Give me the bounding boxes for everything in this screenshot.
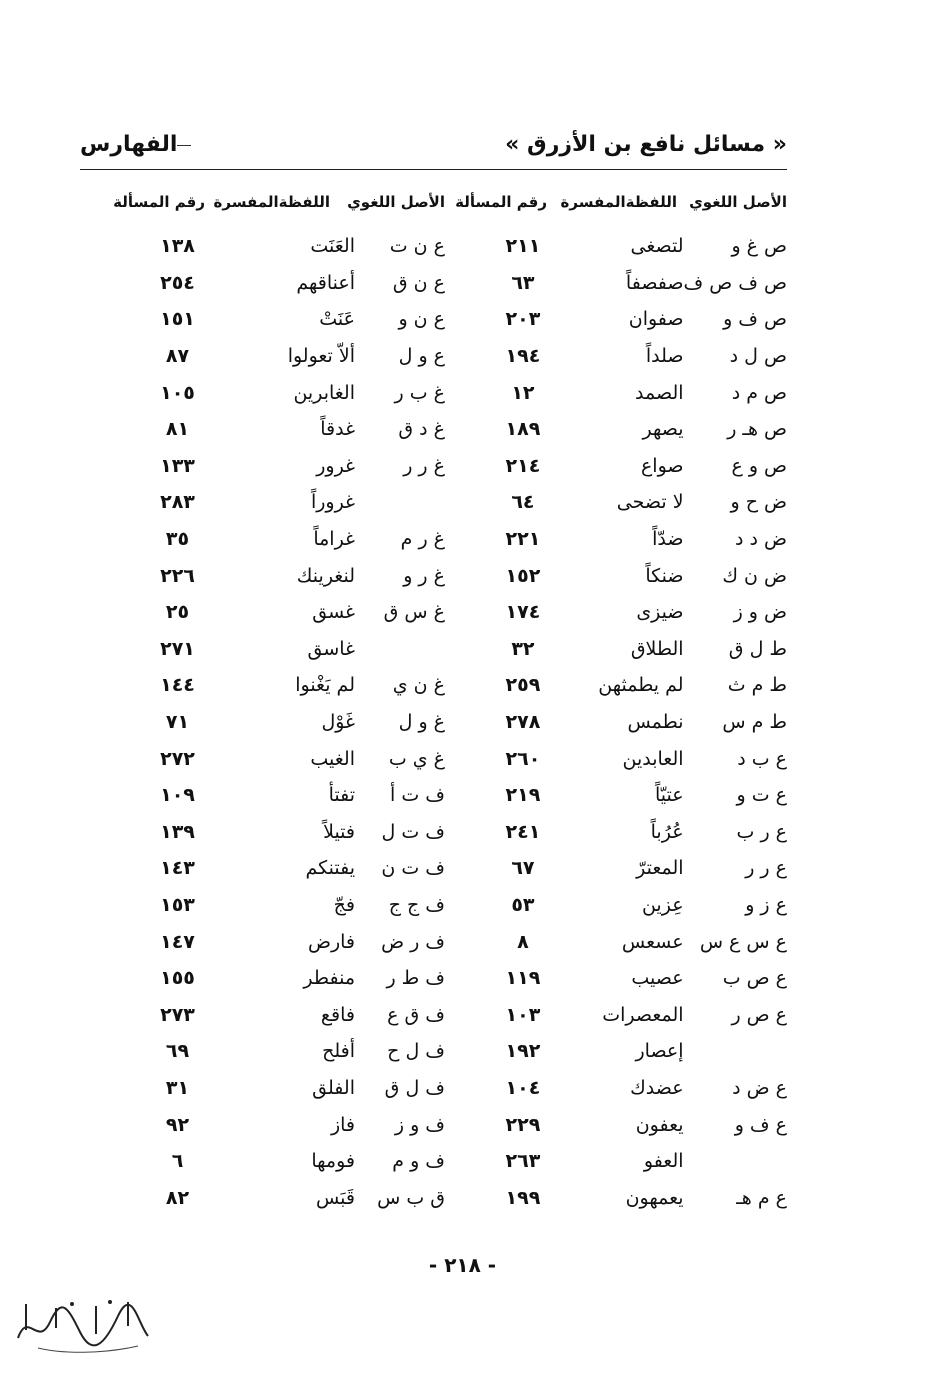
number-cell: ٢٧٨	[505, 711, 541, 734]
right-index-table	[475, 228, 787, 1216]
index-row	[475, 1143, 787, 1180]
word-cell: يصهر	[642, 418, 684, 441]
number-cell: ١٣٣	[160, 454, 195, 477]
word-header: اللفظةالمفسرة	[213, 193, 330, 211]
root-cell: ع ب د	[737, 747, 787, 770]
word-cell: لم يطمثهن	[598, 674, 684, 697]
index-row	[120, 228, 445, 265]
left-index-table	[120, 228, 445, 1216]
index-row	[120, 704, 445, 741]
index-row	[120, 1033, 445, 1070]
root-cell: ط ل ق	[728, 637, 787, 660]
index-row	[120, 631, 445, 668]
index-row	[475, 1070, 787, 1107]
index-row	[475, 228, 787, 265]
index-row	[475, 265, 787, 302]
index-row	[120, 1143, 445, 1180]
index-row	[120, 667, 445, 704]
index-row	[120, 301, 445, 338]
root-header: الأصل اللغوي	[689, 193, 787, 211]
index-row	[120, 557, 445, 594]
word-cell: عضدك	[630, 1076, 684, 1099]
word-cell: فومها	[311, 1150, 355, 1173]
word-cell: إعصار	[635, 1040, 684, 1063]
word-cell: لم يَغْنوا	[295, 674, 355, 697]
root-cell: غ و ل	[398, 711, 445, 734]
left-column-headers	[113, 193, 445, 221]
right-column-headers	[455, 193, 787, 221]
number-cell: ١١٩	[505, 967, 541, 990]
index-row	[120, 1106, 445, 1143]
word-cell: الفلق	[312, 1076, 355, 1099]
index-row	[475, 814, 787, 851]
index-row	[475, 777, 787, 814]
number-cell: ٢٨٣	[160, 491, 195, 514]
root-cell: ع ن ق	[392, 271, 445, 294]
word-cell: فاقع	[320, 1003, 355, 1026]
word-cell: منفطر	[303, 967, 355, 990]
root-cell: ع ن ت	[389, 235, 445, 258]
section-title: الفهارس	[80, 132, 197, 157]
index-row	[120, 594, 445, 631]
index-row	[120, 887, 445, 924]
root-cell: غ د ق	[398, 418, 445, 441]
number-cell: ٧١	[165, 711, 190, 734]
number-cell: ٢٢٩	[505, 1113, 541, 1136]
index-row	[120, 484, 445, 521]
number-cell: ١٢	[511, 381, 535, 404]
root-cell: غ ر م	[400, 528, 445, 551]
index-row	[475, 1179, 787, 1216]
root-cell	[355, 484, 445, 521]
root-cell: ع ر ب	[736, 820, 787, 843]
root-cell: ع م هـ	[736, 1186, 787, 1209]
word-cell: الطلاق	[630, 637, 684, 660]
number-cell: ٢١٩	[505, 784, 541, 807]
number-header: رقم المسألة	[113, 193, 205, 211]
word-header: اللفظةالمفسرة	[560, 193, 677, 211]
number-cell: ٣٥	[165, 528, 190, 551]
word-cell: العَنَت	[310, 235, 355, 258]
index-row	[120, 996, 445, 1033]
number-cell: ٦٤	[511, 491, 535, 514]
index-row	[475, 887, 787, 924]
header-divider	[80, 169, 787, 170]
word-cell: أعناقهم	[296, 271, 355, 294]
root-cell: ع ص ر	[731, 1003, 787, 1026]
number-cell: ١٩٩	[505, 1186, 541, 1209]
index-row	[475, 557, 787, 594]
index-row	[475, 960, 787, 997]
index-row	[475, 448, 787, 485]
word-cell: فتيلاً	[323, 820, 355, 843]
word-cell: غسق	[312, 601, 355, 624]
number-cell: ١٣٩	[160, 820, 195, 843]
root-cell: ع س ع س	[699, 930, 787, 953]
number-cell: ٨٧	[165, 345, 190, 368]
index-row	[120, 265, 445, 302]
word-cell: عُرُباً	[650, 820, 684, 843]
index-row	[120, 960, 445, 997]
word-cell: المعصرات	[602, 1003, 684, 1026]
word-cell: المعترّ	[636, 857, 684, 880]
root-cell: ع ف و	[734, 1113, 787, 1136]
root-cell: ض و ز	[733, 601, 787, 624]
number-cell: ٢٦٣	[505, 1150, 541, 1173]
word-cell: غرور	[316, 454, 355, 477]
number-cell: ١٨٩	[505, 418, 541, 441]
root-cell: ف و ز	[394, 1113, 445, 1136]
word-cell: فاز	[330, 1113, 355, 1136]
word-cell: قَبَس	[315, 1186, 355, 1209]
number-cell: ٢٧١	[160, 637, 195, 660]
word-cell: عصيب	[631, 967, 684, 990]
number-cell: ١٥٣	[160, 893, 195, 916]
number-cell: ٨	[517, 930, 529, 953]
root-cell: ف ل ق	[384, 1076, 445, 1099]
number-cell: ٢٧٣	[160, 1003, 195, 1026]
root-cell	[684, 1143, 787, 1180]
root-cell: ض ح و	[730, 491, 787, 514]
root-cell: ف و م	[392, 1150, 445, 1173]
number-cell: ٨١	[165, 418, 190, 441]
index-row	[120, 1179, 445, 1216]
number-cell: ١٤٤	[160, 674, 195, 697]
index-row	[475, 740, 787, 777]
number-cell: ١٥٢	[505, 564, 541, 587]
root-cell: ع ن و	[398, 308, 445, 331]
number-cell: ٣٢	[511, 637, 535, 660]
root-cell: ص غ و	[731, 235, 787, 258]
word-cell: صفوان	[628, 308, 684, 331]
number-cell: ١٤٣	[160, 857, 195, 880]
index-row	[475, 1106, 787, 1143]
root-cell: ف ل ح	[387, 1040, 445, 1063]
word-cell: صلداً	[645, 345, 684, 368]
index-row	[475, 667, 787, 704]
root-cell: ص ف ص ف	[683, 271, 787, 294]
root-cell: ف ق ع	[387, 1003, 445, 1026]
index-row	[475, 1033, 787, 1070]
root-cell	[355, 631, 445, 668]
number-cell: ٢٤١	[505, 820, 541, 843]
root-cell: ط م ث	[727, 674, 787, 697]
number-cell: ٩٢	[165, 1113, 190, 1136]
number-cell: ٢٢١	[505, 528, 541, 551]
root-cell: ع ت و	[736, 784, 787, 807]
book-title: « مسائل نافع بن الأزرق »	[505, 132, 787, 157]
number-cell: ١٠٥	[160, 381, 195, 404]
number-cell: ٢١١	[505, 235, 541, 258]
number-cell: ١٩٢	[505, 1040, 541, 1063]
root-cell: ص و ع	[731, 454, 787, 477]
number-cell: ١٠٤	[505, 1076, 541, 1099]
root-cell: ع ص ب	[722, 967, 787, 990]
word-cell: يعمهون	[625, 1186, 684, 1209]
index-row	[120, 740, 445, 777]
root-cell: ص ل د	[729, 345, 787, 368]
root-cell: ف ج ج	[388, 893, 445, 916]
word-cell: فارض	[307, 930, 355, 953]
number-cell: ١٧٤	[505, 601, 541, 624]
word-cell: عسعس	[621, 930, 684, 953]
number-cell: ١٩٤	[505, 345, 541, 368]
page-header	[80, 132, 787, 168]
index-row	[475, 850, 787, 887]
number-cell: ٥٣	[511, 893, 535, 916]
word-cell: العابدين	[622, 747, 684, 770]
word-cell: عَنَتْ	[319, 308, 355, 331]
root-cell: ع ض د	[732, 1076, 787, 1099]
index-row	[120, 338, 445, 375]
number-cell: ١٥٥	[160, 967, 195, 990]
word-cell: لنغرينك	[296, 564, 355, 587]
word-cell: ضدّاً	[652, 528, 684, 551]
word-cell: أفلح	[322, 1040, 355, 1063]
index-row	[475, 631, 787, 668]
word-cell: غَوْل	[321, 711, 355, 734]
number-cell: ٢٥٩	[505, 674, 541, 697]
word-cell: فجّ	[333, 893, 355, 916]
root-cell: ص م د	[731, 381, 787, 404]
word-cell: تفتأ	[328, 784, 355, 807]
number-cell: ٦٣	[511, 271, 535, 294]
number-cell: ٨٢	[165, 1186, 190, 1209]
root-cell: ط م س	[722, 711, 787, 734]
number-cell: ٢٢٦	[160, 564, 195, 587]
index-row	[475, 484, 787, 521]
number-header: رقم المسألة	[455, 193, 547, 211]
index-row	[475, 411, 787, 448]
root-cell	[684, 1033, 787, 1070]
index-row	[475, 704, 787, 741]
number-cell: ٢١٤	[505, 454, 541, 477]
word-cell: الصمد	[635, 381, 684, 404]
root-cell: ق ب س	[377, 1186, 445, 1209]
word-cell: غاسق	[307, 637, 355, 660]
root-cell: ص هـ ر	[727, 418, 787, 441]
root-cell: ف ت أ	[390, 784, 445, 807]
root-cell: ع ر ر	[745, 857, 787, 880]
word-cell: غروراً	[310, 491, 355, 514]
number-cell: ٢٥٤	[160, 271, 195, 294]
index-row	[120, 777, 445, 814]
root-cell: غ ر و	[403, 564, 445, 587]
number-cell: ١٥١	[160, 308, 195, 331]
word-cell: عتيّاً	[654, 784, 684, 807]
number-cell: ١٠٣	[505, 1003, 541, 1026]
number-cell: ٦	[171, 1150, 184, 1173]
index-row	[120, 411, 445, 448]
word-cell: عِزين	[641, 893, 684, 916]
number-cell: ٢٦٠	[505, 747, 541, 770]
word-cell: غدقاً	[320, 418, 355, 441]
number-cell: ٦٧	[511, 857, 535, 880]
index-row	[475, 923, 787, 960]
index-row	[475, 301, 787, 338]
root-cell: غ ن ي	[392, 674, 445, 697]
library-seal	[8, 1290, 158, 1360]
root-cell: غ س ق	[383, 601, 445, 624]
page-number: - ٢١٨ -	[428, 1253, 497, 1277]
number-cell: ٢٥	[165, 601, 190, 624]
index-row	[475, 996, 787, 1033]
number-cell: ٣١	[165, 1076, 190, 1099]
root-cell: ف ر ض	[381, 930, 445, 953]
root-cell: غ ر ر	[403, 454, 445, 477]
root-cell: ض د د	[735, 528, 787, 551]
word-cell: ضيزى	[636, 601, 684, 624]
word-cell: العفو	[643, 1150, 684, 1173]
index-row	[120, 850, 445, 887]
root-header: الأصل اللغوي	[347, 193, 445, 211]
index-row	[475, 338, 787, 375]
number-cell: ١٠٩	[160, 784, 195, 807]
index-row	[120, 448, 445, 485]
word-cell: لتصغى	[630, 235, 684, 258]
index-row	[475, 374, 787, 411]
word-cell: ضنكاً	[645, 564, 684, 587]
word-cell: صواع	[640, 454, 684, 477]
root-cell: ض ن ك	[722, 564, 787, 587]
word-cell: لا تضحى	[616, 491, 684, 514]
root-cell: غ ب ر	[394, 381, 445, 404]
index-row	[475, 594, 787, 631]
word-cell: نطمس	[627, 711, 684, 734]
root-cell: ف ط ر	[386, 967, 445, 990]
index-row	[120, 923, 445, 960]
root-cell: ع ز و	[745, 893, 787, 916]
word-cell: يعفون	[635, 1113, 684, 1136]
number-cell: ٢٧٢	[160, 747, 195, 770]
index-row	[120, 814, 445, 851]
root-cell: ف ت ل	[381, 820, 445, 843]
word-cell: الغابرين	[293, 381, 355, 404]
root-cell: ص ف و	[723, 308, 787, 331]
number-cell: ١٤٧	[160, 930, 195, 953]
seal-calligraphy-icon	[8, 1290, 158, 1360]
number-cell: ٢٠٣	[505, 308, 541, 331]
word-cell: يفتنكم	[305, 857, 355, 880]
word-cell: غراماً	[313, 528, 355, 551]
word-cell: الغيب	[310, 747, 355, 770]
word-cell: صفصفاً	[625, 271, 684, 294]
root-cell: ف ت ن	[381, 857, 445, 880]
root-cell: ع و ل	[398, 345, 445, 368]
root-cell: غ ي ب	[388, 747, 445, 770]
index-row	[120, 521, 445, 558]
index-row	[120, 374, 445, 411]
index-row	[120, 1070, 445, 1107]
index-row	[475, 521, 787, 558]
number-cell: ١٣٨	[160, 235, 195, 258]
word-cell: ألاّ تعولوا	[287, 345, 355, 368]
number-cell: ٦٩	[165, 1040, 190, 1063]
